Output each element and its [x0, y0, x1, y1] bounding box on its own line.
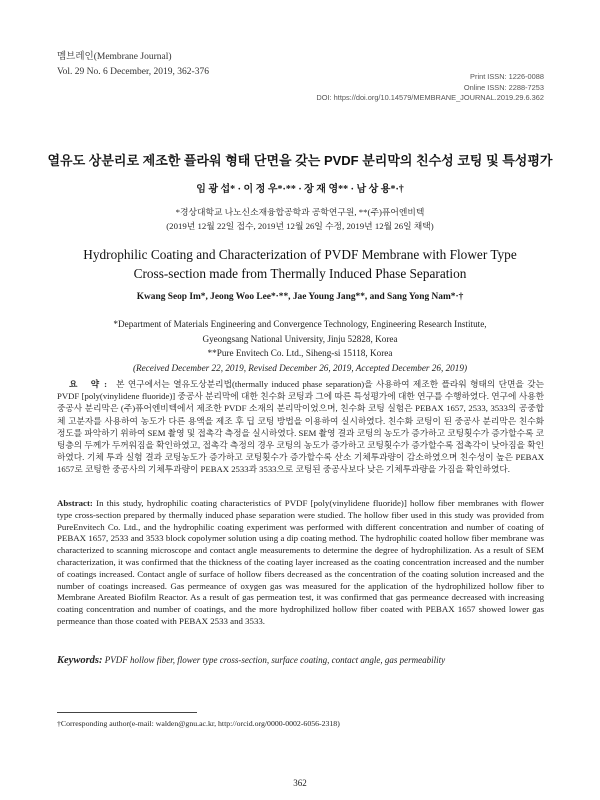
affiliation-english-line3: **Pure Envitech Co. Ltd., Siheng-si 15118, Korea [207, 348, 393, 358]
authors-english: Kwang Seop Im*, Jeong Woo Lee*·**, Jae Young Jang**, and Sang Yong Nam*·† [136, 292, 464, 302]
abstract-korean [57, 378, 544, 476]
doi-link[interactable]: DOI: https://doi.org/10.14579/MEMBRANE_JOURNAL.2019.29.6.362 [316, 93, 544, 102]
title-english [40, 245, 560, 283]
journal-header [57, 50, 209, 80]
keywords-text: PVDF hollow fiber, flower type cross-section, surface coating, contact angle, gas permeability [104, 655, 446, 665]
affiliation-english-line2: Gyeongsang National University, Jinju 52828, Korea [202, 333, 398, 344]
footnote-divider [57, 712, 197, 713]
abstract-korean-label: 요 약: [69, 379, 113, 389]
title-english-line2: Cross-section made from Thermally Induced Phase Separation [133, 266, 467, 281]
affiliation-english-line1: *Department of Materials Engineering and Convergence Technology, Engineering Research Institute, [113, 319, 487, 329]
affiliation-english [0, 317, 600, 375]
title-korean: 열유도 상분리로 제조한 플라워 형태 단면을 갖는 PVDF 분리막의 친수성 코팅 및 특성평가 [47, 153, 553, 168]
identifiers-block [316, 72, 544, 104]
abstract-english-label: Abstract: [57, 498, 93, 508]
online-issn: Online ISSN: 2288-7253 [463, 82, 544, 92]
abstract-korean-text: 본 연구에서는 열유도상분리법(thermally induced phase separation)을 사용하여 제조한 플라워 형태의 단면을 갖는 PVDF [poly(vinylidene fluoride)] 중공사 분리막에 대한 친수화 코팅과 그에 따른 특성평가에 대한 연구를 수행하였다. 연구에 사용한 중공사 분리막은 (주)퓨어엔비텍에서 제조한 PVDF 소재의 분리막이었으며, 친수화 코팅 실험은 PEBAX 1657, 2533, 3533의 공중합체 고분자를 사용하여 농도가 다른 용액을 제조 후 딥 코팅 방법을 이용하여 실시하였다. 친수화 코팅이 된 중공사 분리막은 친수화 정도를 파악하기 위하여 SEM 촬영 및 접촉각 측정을 실시하였다. SEM 촬영 결과 코팅의 농도가 증가하고 코팅횟수가 증가할수록 코팅층의 두께가 두꺼워짐을 확인하였고, 접촉각 측정의 경우 코팅의 농도가 증가하고 코팅횟수가 증가할수록 접촉각이 낮아짐을 확인하였다. 기체 투과 실험 결과 코팅농도가 증가하고 코팅횟수가 증가할수록 산소 기체투과량이 감소하였으며 친수성이 높은 PEBAX 1657로 코팅한 중공사의 기체투과량이 PEBAX 2533과 3533으로 코팅된 중공사보다 낮은 기체투과량을 가짐을 확인하였다. [57, 379, 544, 475]
corresponding-author-footnote: †Corresponding author(e-mail: walden@gnu.ac.kr, http://orcid.org/0000-0002-6056-2318) [57, 719, 340, 728]
page-number: 362 [293, 778, 307, 788]
abstract-english [57, 498, 544, 628]
authors-korean: 임 광 섭* · 이 정 우*·** · 장 재 영** · 남 상 용*·† [196, 184, 404, 195]
affiliation-korean [0, 206, 600, 233]
keywords-label: Keywords: [57, 655, 103, 666]
keywords [57, 655, 544, 666]
affiliation-korean-line1: *경상대학교 나노신소재융합공학과 공학연구원, **(주)퓨어엔비텍 [175, 207, 425, 217]
journal-issue: Vol. 29 No. 6 December, 2019, 362-376 [57, 67, 209, 77]
received-dates-english: (Received December 22, 2019, Revised December 26, 2019, Accepted December 26, 2019) [132, 362, 468, 373]
received-dates-korean: (2019년 12월 22일 접수, 2019년 12월 26일 수정, 2019년 12월 26일 채택) [166, 220, 434, 231]
print-issn: Print ISSN: 1226-0088 [470, 72, 544, 81]
abstract-english-text: In this study, hydrophilic coating characteristics of PVDF [poly(vinylidene fluoride)] hollow fiber membranes with flower type cross-section prepared by thermally induced phase separation were studied. The hollow fiber used in this study was provided from PureEnvitech Co. Ltd., and the hydrophilic coating experiment was performed with different concentration and number of coating of PEBAX 1657, 2533 and 3533 block copolymer solution using a dip coating method. The hydrophilic coated hollow fiber membrane was characterized to scanning microscope and contact angle measurements to determine the degree of hydrophilization. As a result of SEM characterization, it was confirmed that the thickness of the coating layer increased as the coating concentration increased and the number of coatings increased. Contact angle of surface of hollow fibers decreased as the concentration of the coating solution increased and the number of coatings increased. Gas permeance of oxygen gas was measured for the application of the hydrophilized hollow fiber to Membrane Areated Biofilm Reactor. As a result of gas permeation test, it was confirmed that gas permeance decreased with increasing coating concentration and number of coatings, and the more hydrophilized hollow fiber coated with PEBAX 1657 showed lower gas permeance than those coated with PEBAX 2533 and 3533. [57, 498, 544, 626]
title-english-line1: Hydrophilic Coating and Characterization of PVDF Membrane with Flower Type [83, 247, 517, 262]
journal-name: 멤브레인(Membrane Journal) [57, 52, 172, 62]
